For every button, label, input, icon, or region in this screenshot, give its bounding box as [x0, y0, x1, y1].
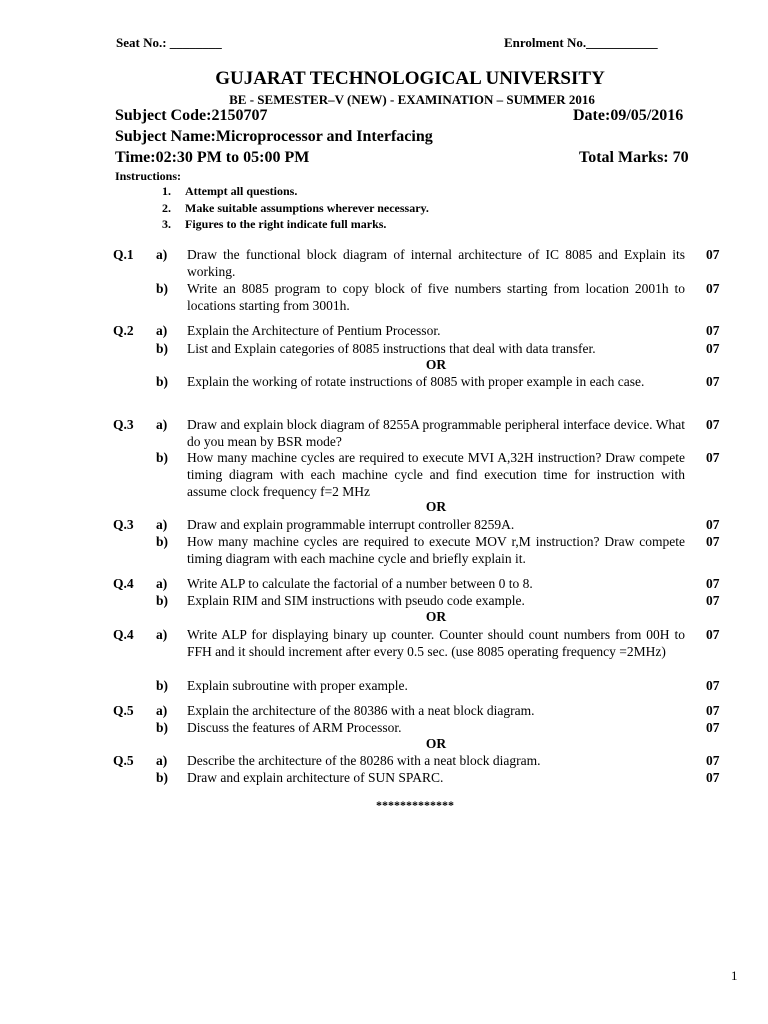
question-part: b) [156, 450, 169, 465]
question-text: Draw the functional block diagram of internal architecture of IC 8085 and Explain its working. [187, 247, 685, 279]
end-stars: ************* [376, 798, 454, 812]
question-number: Q.5 [113, 753, 134, 768]
or-separator: OR [425, 736, 447, 751]
question-number: Q.3 [113, 517, 134, 532]
instruction-item: 2. Make suitable assumptions wherever necessary. [162, 201, 429, 215]
question-marks: 07 [706, 703, 720, 718]
question-number: Q.5 [113, 703, 134, 718]
subject-code: Subject Code:2150707 [115, 107, 268, 124]
question-marks: 07 [706, 374, 720, 389]
question-text: Explain the working of rotate instructions of 8085 with proper example in each case. [187, 374, 645, 389]
question-text: Draw and explain block diagram of 8255A programmable peripheral interface device. What do you mean by BSR mode? [187, 417, 685, 449]
question-text: How many machine cycles are required to execute MVI A,32H instruction? Draw compete timing diagram with each machine cycle and find execution time for instruction with assume clock frequency f=2 MHz [187, 450, 685, 499]
question-part: b) [156, 678, 169, 693]
question-text: Draw and explain architecture of SUN SPARC. [187, 770, 444, 785]
question-text: Explain subroutine with proper example. [187, 678, 408, 693]
question-number: Q.4 [113, 576, 134, 591]
question-text: Write ALP to calculate the factorial of a number between 0 to 8. [187, 576, 533, 591]
question-part: a) [156, 323, 168, 338]
question-marks: 07 [706, 627, 720, 642]
question-marks: 07 [706, 770, 720, 785]
instruction-item: 1. Attempt all questions. [162, 184, 298, 198]
question-part: a) [156, 247, 168, 262]
question-marks: 07 [706, 753, 720, 768]
or-separator: OR [425, 499, 447, 514]
question-marks: 07 [706, 417, 720, 432]
subject-name: Subject Name:Microprocessor and Interfacing [115, 128, 433, 145]
or-separator: OR [425, 609, 447, 624]
question-marks: 07 [706, 247, 720, 262]
question-text: How many machine cycles are required to execute MOV r,M instruction? Draw compete timing diagram with each machine cycle and briefly explain it. [187, 534, 685, 566]
instruction-item: 3. Figures to the right indicate full marks. [162, 217, 387, 231]
question-text: Explain the architecture of the 80386 with a neat block diagram. [187, 703, 535, 718]
question-marks: 07 [706, 678, 720, 693]
question-part: a) [156, 517, 168, 532]
question-text: Draw and explain programmable interrupt controller 8259A. [187, 517, 515, 532]
question-part: a) [156, 417, 168, 432]
question-part: b) [156, 341, 169, 356]
question-part: b) [156, 770, 169, 785]
question-text: List and Explain categories of 8085 instructions that deal with data transfer. [187, 341, 596, 356]
university-title: GUJARAT TECHNOLOGICAL UNIVERSITY [215, 68, 605, 89]
question-part: a) [156, 753, 168, 768]
seat-no: Seat No.: ________ [116, 35, 222, 50]
question-part: b) [156, 720, 169, 735]
question-marks: 07 [706, 341, 720, 356]
question-part: a) [156, 576, 168, 591]
question-number: Q.2 [113, 323, 134, 338]
question-marks: 07 [706, 281, 720, 296]
question-number: Q.1 [113, 247, 134, 262]
exam-time: Time:02:30 PM to 05:00 PM [115, 149, 310, 166]
question-part: b) [156, 374, 169, 389]
question-text: Explain RIM and SIM instructions with pseudo code example. [187, 593, 525, 608]
total-marks: Total Marks: 70 [579, 149, 689, 166]
or-separator: OR [425, 357, 447, 372]
question-marks: 07 [706, 593, 720, 608]
question-part: b) [156, 593, 169, 608]
question-part: a) [156, 627, 168, 642]
question-text: Write ALP for displaying binary up counter. Counter should count numbers from 00H to FFH and it should increment after every 0.5 sec. (use 8085 operating frequency =2MHz) [187, 627, 685, 659]
question-marks: 07 [706, 517, 720, 532]
question-part: b) [156, 281, 169, 296]
instructions-heading: Instructions: [115, 169, 182, 183]
exam-date: Date:09/05/2016 [573, 107, 684, 124]
question-number: Q.4 [113, 627, 134, 642]
question-marks: 07 [706, 450, 720, 465]
question-text: Explain the Architecture of Pentium Processor. [187, 323, 441, 338]
question-text: Describe the architecture of the 80286 with a neat block diagram. [187, 753, 541, 768]
question-part: b) [156, 534, 169, 549]
question-marks: 07 [706, 534, 720, 549]
question-text: Write an 8085 program to copy block of five numbers starting from location 2001h to locations starting from 3001h. [187, 281, 685, 313]
page-number: 1 [731, 968, 738, 983]
question-marks: 07 [706, 576, 720, 591]
question-part: a) [156, 703, 168, 718]
question-number: Q.3 [113, 417, 134, 432]
question-text: Discuss the features of ARM Processor. [187, 720, 402, 735]
exam-title: BE - SEMESTER–V (NEW) - EXAMINATION – SUMMER 2016 [229, 92, 595, 107]
question-marks: 07 [706, 323, 720, 338]
enrolment-no: Enrolment No.___________ [504, 35, 658, 50]
question-marks: 07 [706, 720, 720, 735]
